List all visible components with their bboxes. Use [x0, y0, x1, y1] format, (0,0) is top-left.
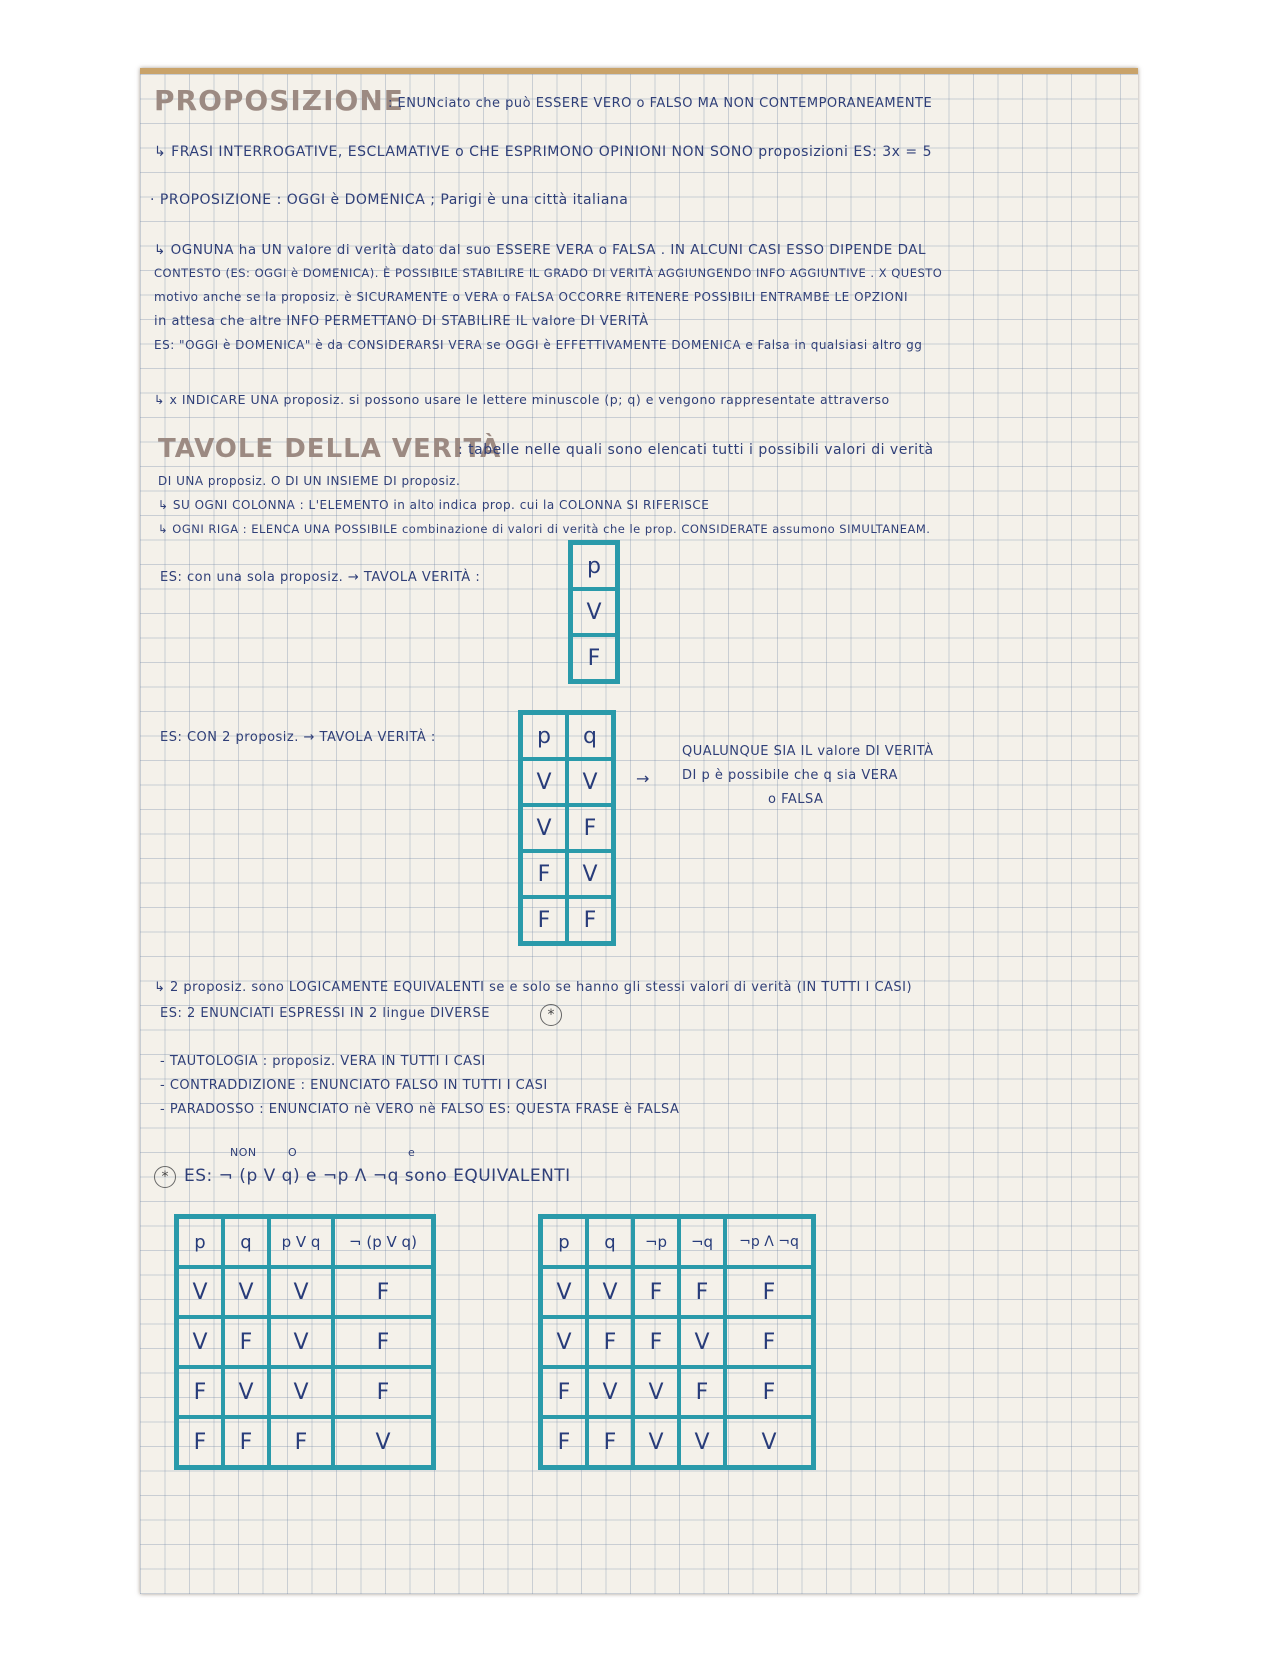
table-cell: F: [567, 805, 614, 851]
annotation-e: e: [408, 1146, 416, 1159]
table-cell: F: [567, 897, 614, 944]
table-cell: F: [587, 1317, 633, 1367]
table-cell: V: [587, 1367, 633, 1417]
table-cell: F: [725, 1267, 814, 1317]
table-cell: F: [521, 851, 568, 897]
table-cell: F: [633, 1267, 679, 1317]
table-header-row: [521, 713, 614, 760]
table-cell: V: [269, 1317, 333, 1367]
table-cell: V: [269, 1267, 333, 1317]
table-cell: F: [725, 1367, 814, 1417]
table-header-cell: q: [587, 1217, 633, 1268]
note-line: in attesa che altre INFO PERMETTANO DI STABILIRE IL valore DI VERITÀ: [154, 314, 649, 329]
note-line: ↳ SU OGNI COLONNA : L'ELEMENTO in alto indica prop. cui la COLONNA SI RIFERISCE: [158, 498, 710, 512]
table-cell: F: [521, 897, 568, 944]
table-row: [521, 851, 614, 897]
table-row: [541, 1317, 814, 1367]
table-header-cell: p: [541, 1217, 588, 1268]
table-header-cell: p: [521, 713, 568, 760]
table-row: [177, 1267, 434, 1317]
table-cell: F: [541, 1367, 588, 1417]
table-cell: V: [177, 1267, 224, 1317]
table-cell: F: [333, 1317, 434, 1367]
table-header-row: [541, 1217, 814, 1268]
truth-table-one-prop: [568, 540, 620, 684]
page-title: PROPOSIZIONE: [154, 84, 404, 117]
table-cell: F: [333, 1367, 434, 1417]
table-cell: F: [177, 1417, 224, 1468]
note-line: ↳ OGNI RIGA : ELENCA UNA POSSIBILE combinazione di valori di verità che le prop. CONSIDERATE assumono SIMULTANEAM.: [158, 522, 931, 536]
table-header-cell: ¬p: [633, 1217, 679, 1268]
example-label: ES: con una sola proposiz. → TAVOLA VERITÀ :: [160, 570, 481, 585]
table-cell: F: [333, 1267, 434, 1317]
table-cell: F: [223, 1317, 269, 1367]
section-definition: : tabelle nelle quali sono elencati tutti i possibili valori di verità: [458, 442, 934, 458]
note-line: CONTESTO (ES: OGGI è DOMENICA). È POSSIBILE STABILIRE IL GRADO DI VERITÀ AGGIUNGENDO INFO AGGIUNTIVE . X QUESTO: [154, 266, 943, 280]
table-cell: V: [587, 1267, 633, 1317]
table-cell: V: [571, 589, 618, 635]
table-cell: V: [223, 1367, 269, 1417]
arrow-icon: →: [636, 769, 650, 788]
table-row: [571, 635, 618, 682]
table-cell: F: [633, 1317, 679, 1367]
table-header-cell: q: [223, 1217, 269, 1268]
note-line: ES: "OGGI è DOMENICA" è da CONSIDERARSI VERA se OGGI è EFFETTIVAMENTE DOMENICA e Falsa in qualsiasi altro gg: [154, 338, 923, 352]
note-line: ↳ 2 proposiz. sono LOGICAMENTE EQUIVALENTI se e solo se hanno gli stessi valori di verità (IN TUTTI I CASI): [154, 980, 913, 995]
truth-table-two-props: [518, 710, 616, 946]
table-cell: F: [177, 1367, 224, 1417]
example-note: QUALUNQUE SIA IL valore DI VERITÀ: [682, 744, 934, 759]
table-row: [521, 897, 614, 944]
definition-paradosso: - PARADOSSO : ENUNCIATO nè VERO nè FALSO ES: QUESTA FRASE è FALSA: [160, 1102, 680, 1117]
note-line: ↳ FRASI INTERROGATIVE, ESCLAMATIVE o CHE ESPRIMONO OPINIONI NON SONO proposizioni ES: 3x = 5: [154, 144, 932, 160]
table-header-row: [571, 543, 618, 590]
table-row: [521, 759, 614, 805]
table-cell: V: [541, 1267, 588, 1317]
table-cell: F: [571, 635, 618, 682]
table-header-row: [177, 1217, 434, 1268]
table-header-cell: ¬q: [679, 1217, 725, 1268]
table-row: [521, 805, 614, 851]
table-cell: V: [633, 1367, 679, 1417]
table-row: [177, 1417, 434, 1468]
section-title: TAVOLE DELLA VERITÀ: [158, 434, 502, 464]
table-cell: V: [333, 1417, 434, 1468]
table-row: [177, 1317, 434, 1367]
truth-table-not-or: [174, 1214, 436, 1470]
asterisk-mark: *: [154, 1166, 176, 1188]
annotation-non: NON: [230, 1146, 257, 1159]
table-cell: V: [567, 759, 614, 805]
example-label: ES: ¬ (p V q) e ¬p Λ ¬q sono EQUIVALENTI: [184, 1166, 571, 1186]
table-cell: F: [679, 1367, 725, 1417]
table-row: [177, 1367, 434, 1417]
example-label: ES: CON 2 proposiz. → TAVOLA VERITÀ :: [160, 730, 436, 745]
note-line: ES: 2 ENUNCIATI ESPRESSI IN 2 lingue DIVERSE: [160, 1006, 490, 1021]
truth-table-and-nots: [538, 1214, 816, 1470]
notebook-page: [140, 68, 1138, 1594]
note-line: motivo anche se la proposiz. è SICURAMENTE o VERA o FALSA OCCORRE RITENERE POSSIBILI ENTRAMBE LE OPZIONI: [154, 290, 908, 304]
table-header-cell: ¬p Λ ¬q: [725, 1217, 814, 1268]
annotation-o: O: [288, 1146, 298, 1159]
note-line: ↳ OGNUNA ha UN valore di verità dato dal suo ESSERE VERA o FALSA . IN ALCUNI CASI ESSO DIPENDE DAL: [154, 242, 927, 258]
table-cell: V: [725, 1417, 814, 1468]
table-row: [541, 1417, 814, 1468]
definition-tautologia: - TAUTOLOGIA : proposiz. VERA IN TUTTI I CASI: [160, 1054, 486, 1069]
table-cell: V: [679, 1317, 725, 1367]
note-line: · PROPOSIZIONE : OGGI è DOMENICA ; Parigi è una città italiana: [150, 192, 629, 208]
table-row: [541, 1367, 814, 1417]
table-cell: V: [679, 1417, 725, 1468]
table-cell: F: [587, 1417, 633, 1468]
table-cell: V: [269, 1367, 333, 1417]
table-header-cell: p: [177, 1217, 224, 1268]
table-cell: V: [521, 759, 568, 805]
table-row: [571, 589, 618, 635]
example-note: o FALSA: [768, 792, 824, 807]
table-cell: F: [269, 1417, 333, 1468]
asterisk-mark: *: [540, 1004, 562, 1026]
table-cell: V: [541, 1317, 588, 1367]
example-note: DI p è possibile che q sia VERA: [682, 768, 898, 783]
note-line: ↳ x INDICARE UNA proposiz. si possono usare le lettere minuscole (p; q) e vengono rappresentate attraverso: [154, 392, 890, 407]
table-cell: F: [223, 1417, 269, 1468]
table-row: [541, 1267, 814, 1317]
table-cell: F: [541, 1417, 588, 1468]
table-cell: F: [679, 1267, 725, 1317]
table-cell: F: [725, 1317, 814, 1367]
table-cell: V: [223, 1267, 269, 1317]
table-cell: V: [633, 1417, 679, 1468]
table-header-cell: p V q: [269, 1217, 333, 1268]
table-cell: V: [521, 805, 568, 851]
table-cell: V: [567, 851, 614, 897]
table-header-cell: p: [571, 543, 618, 590]
table-header-cell: q: [567, 713, 614, 760]
table-cell: V: [177, 1317, 224, 1367]
title-definition: : ENUNciato che può ESSERE VERO o FALSO MA NON CONTEMPORANEAMENTE: [388, 96, 933, 111]
note-line: DI UNA proposiz. O DI UN INSIEME DI proposiz.: [158, 474, 461, 488]
definition-contraddizione: - CONTRADDIZIONE : ENUNCIATO FALSO IN TUTTI I CASI: [160, 1078, 548, 1093]
table-header-cell: ¬ (p V q): [333, 1217, 434, 1268]
